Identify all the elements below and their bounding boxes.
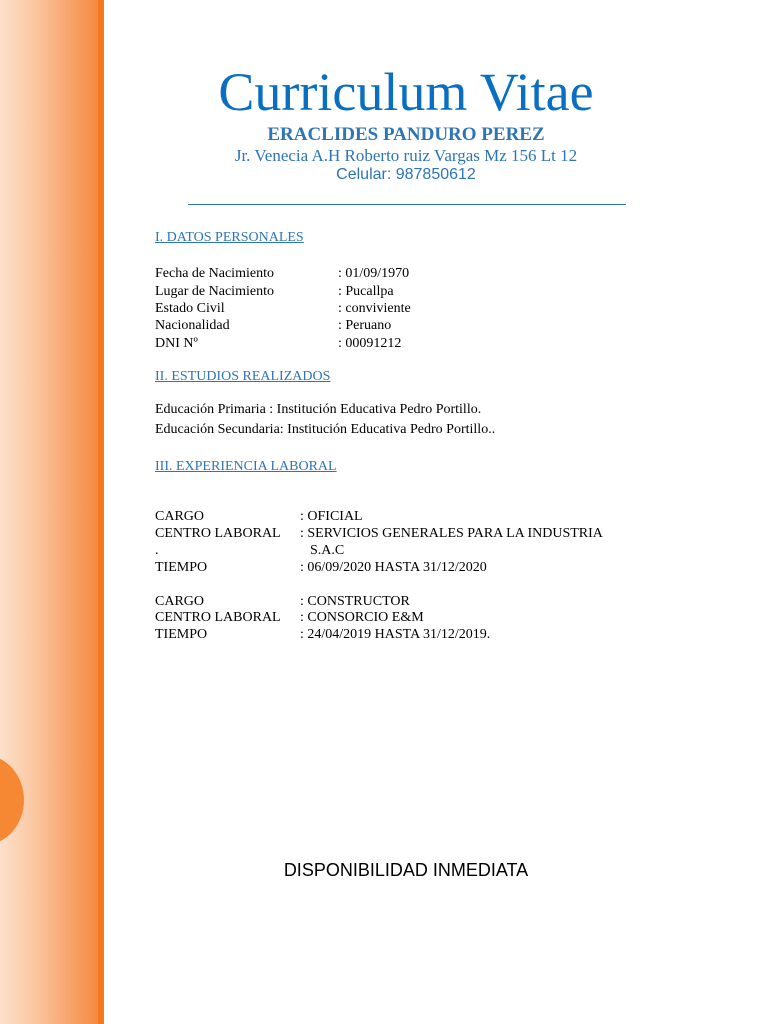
job-value: : 06/09/2020 HASTA 31/12/2020 bbox=[300, 560, 487, 575]
header-divider bbox=[188, 204, 626, 205]
job-label: CARGO bbox=[155, 509, 205, 524]
job-value: : OFICIAL bbox=[300, 509, 363, 524]
availability-note: DISPONIBILIDAD INMEDIATA bbox=[283, 860, 529, 880]
personal-value: : conviviente bbox=[338, 301, 411, 316]
job-label: TIEMPO bbox=[155, 560, 208, 575]
personal-label: Estado Civil bbox=[155, 301, 225, 316]
personal-label: Lugar de Nacimiento bbox=[155, 284, 274, 299]
personal-label: DNI Nº bbox=[155, 336, 198, 351]
job-label: . bbox=[155, 543, 159, 558]
job-value: : CONSORCIO E&M bbox=[300, 610, 424, 625]
section-heading-studies: II. ESTUDIOS REALIZADOS bbox=[155, 369, 331, 384]
study-line: Educación Secundaria: Institución Educativa Pedro Portillo.. bbox=[155, 422, 496, 437]
section-heading-personal: I. DATOS PERSONALES bbox=[155, 230, 304, 245]
job-label: CENTRO LABORAL bbox=[155, 526, 281, 541]
personal-value: : 00091212 bbox=[338, 336, 402, 351]
personal-label: Fecha de Nacimiento bbox=[155, 266, 274, 281]
job-value: : SERVICIOS GENERALES PARA LA INDUSTRIA bbox=[300, 526, 603, 541]
job-value: : 24/04/2019 HASTA 31/12/2019. bbox=[300, 627, 491, 642]
job-label: CARGO bbox=[155, 594, 205, 609]
document-title: Curriculum Vitae bbox=[218, 62, 594, 122]
candidate-phone: Celular: 987850612 bbox=[336, 166, 476, 183]
candidate-name: ERACLIDES PANDURO PEREZ bbox=[267, 124, 545, 145]
personal-value: : Pucallpa bbox=[338, 284, 394, 299]
study-line: Educación Primaria : Institución Educativa Pedro Portillo. bbox=[155, 402, 482, 417]
personal-value: : 01/09/1970 bbox=[338, 266, 410, 281]
personal-label: Nacionalidad bbox=[155, 318, 230, 333]
job-value: : CONSTRUCTOR bbox=[300, 594, 410, 609]
job-label: CENTRO LABORAL bbox=[155, 610, 281, 625]
job-label: TIEMPO bbox=[155, 627, 208, 642]
section-heading-experience: III. EXPERIENCIA LABORAL bbox=[155, 459, 337, 474]
job-value: S.A.C bbox=[310, 543, 345, 558]
candidate-address: Jr. Venecia A.H Roberto ruiz Vargas Mz 156 Lt 12 bbox=[234, 146, 578, 165]
personal-value: : Peruano bbox=[338, 318, 392, 333]
